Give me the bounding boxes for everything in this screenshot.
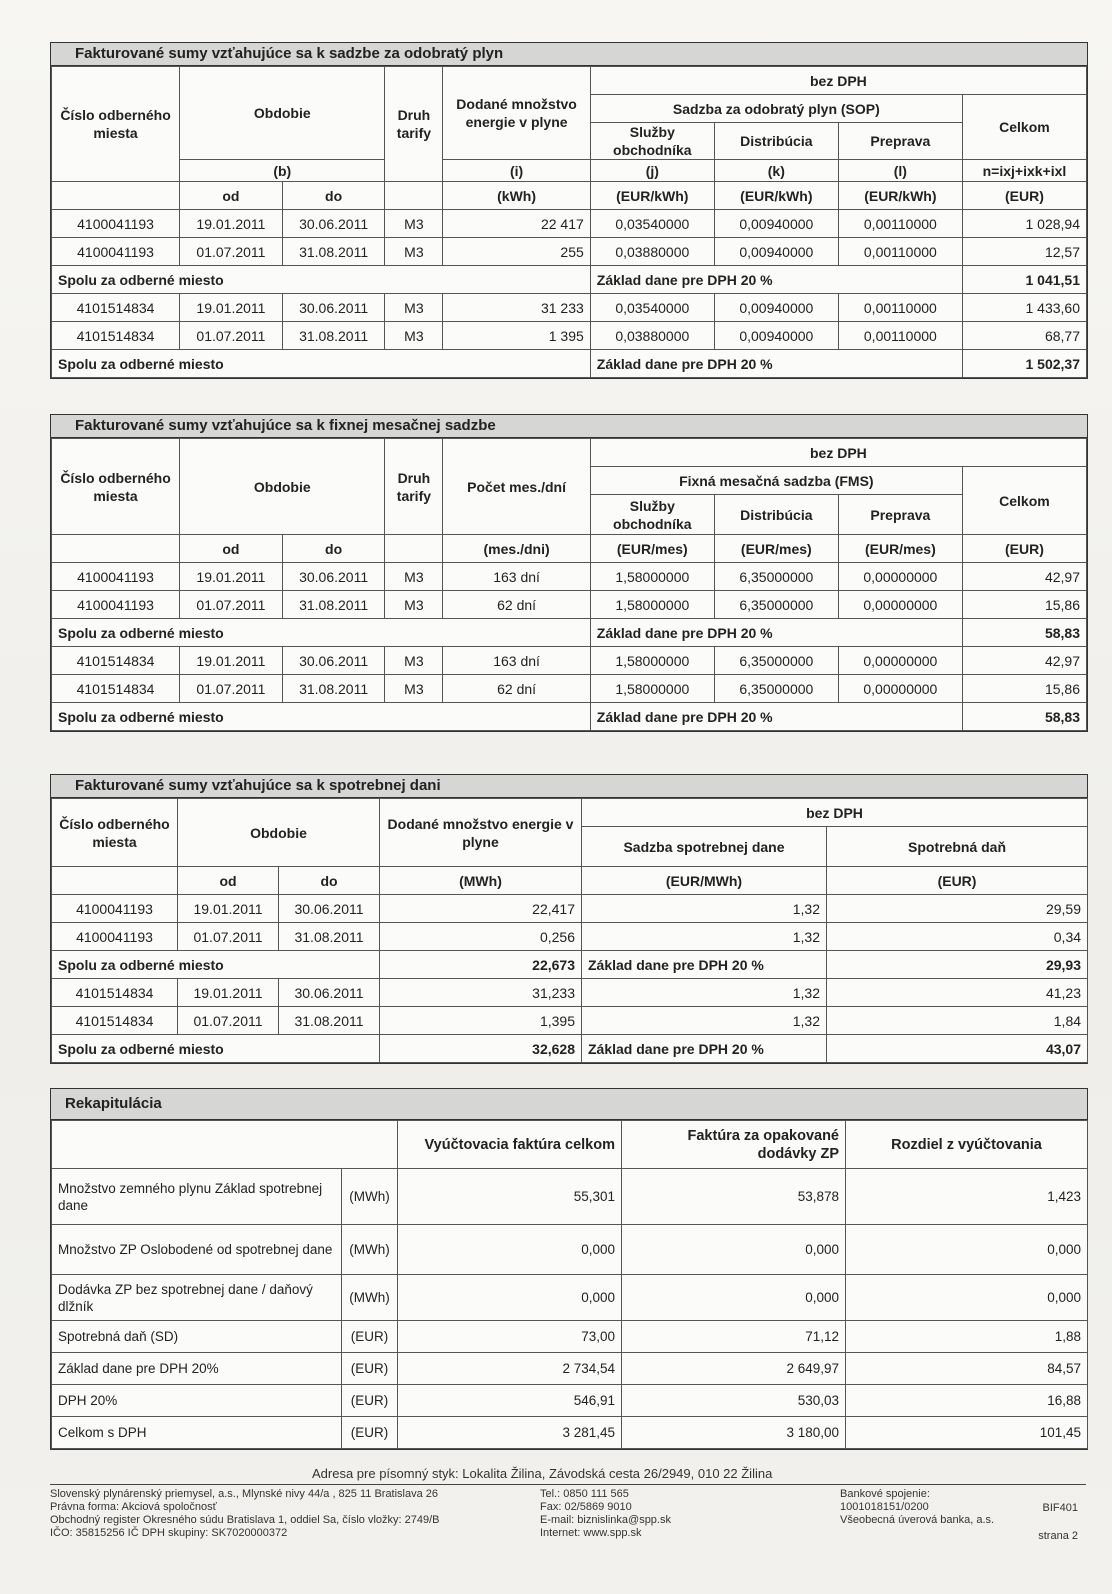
cell-total: 12,57 — [962, 238, 1086, 266]
recap-value-vyuct: 55,301 — [398, 1169, 622, 1225]
col-sluzby: Služby obchodníka — [590, 123, 714, 160]
footer-fax: Fax: 02/5869 9010 — [540, 1501, 632, 1513]
cell-od: 01.07.2011 — [180, 322, 283, 350]
table-row — [52, 322, 1087, 350]
recap-row — [52, 1225, 1088, 1275]
cell-total: 42,97 — [962, 647, 1086, 675]
recap-row — [52, 1353, 1088, 1385]
unit-l: (EUR/kWh) — [838, 182, 962, 210]
footer-bank-account: 1001018151/0200 — [840, 1501, 929, 1513]
cell-sluzby: 1,58000000 — [590, 675, 714, 703]
col-dodane: Dodané množstvo energie v plyne — [443, 67, 590, 160]
cell-od: 19.01.2011 — [180, 210, 283, 238]
col-distribucia: Distribúcia — [714, 123, 838, 160]
cell-tarifa: M3 — [385, 238, 443, 266]
table-row — [52, 1007, 1088, 1035]
cell-do: 31.08.2011 — [282, 675, 385, 703]
cell-id: 4100041193 — [52, 591, 180, 619]
cell-id: 4101514834 — [52, 294, 180, 322]
footer-web[interactable]: Internet: www.spp.sk — [540, 1527, 642, 1539]
recap-value-rozdiel: 1,88 — [846, 1321, 1088, 1353]
unit-do: do — [282, 535, 385, 563]
recap-value-vyuct: 546,91 — [398, 1385, 622, 1417]
cell-od: 01.07.2011 — [180, 675, 283, 703]
cell-id: 4101514834 — [52, 675, 180, 703]
cell-preprava: 0,00000000 — [838, 563, 962, 591]
subtotal-quantity: 22,673 — [380, 951, 582, 979]
recap-value-rozdiel: 16,88 — [846, 1385, 1088, 1417]
cell-od: 19.01.2011 — [178, 979, 279, 1007]
tax-base-label: Základ dane pre DPH 20 % — [590, 350, 962, 378]
footer-legal-form: Právna forma: Akciová spoločnosť — [50, 1501, 217, 1513]
table-row — [52, 979, 1088, 1007]
cell-total: 15,86 — [962, 591, 1086, 619]
cell-preprava: 0,00110000 — [838, 322, 962, 350]
col-celkom: Celkom — [962, 467, 1086, 535]
recap-value-opak: 0,000 — [622, 1275, 846, 1321]
cell-do: 31.08.2011 — [282, 591, 385, 619]
cell-do: 31.08.2011 — [279, 1007, 380, 1035]
subtotal-row — [52, 619, 1087, 647]
cell-quantity: 1,395 — [380, 1007, 582, 1035]
cell-sluzby: 0,03880000 — [590, 238, 714, 266]
subtotal-row — [52, 1035, 1088, 1063]
cell-id: 4100041193 — [52, 210, 180, 238]
cell-od: 19.01.2011 — [180, 647, 283, 675]
cell-total: 15,86 — [962, 675, 1086, 703]
col-sluzby-j: (j) — [590, 160, 714, 182]
cell-tax: 0,34 — [827, 923, 1088, 951]
cell-quantity: 22 417 — [443, 210, 590, 238]
unit-do: do — [282, 182, 385, 210]
tax-base-label: Základ dane pre DPH 20 % — [582, 1035, 827, 1063]
col-dan: Spotrebná daň — [827, 827, 1088, 867]
cell-tarifa: M3 — [385, 210, 443, 238]
recap-label: Základ dane pre DPH 20% — [52, 1353, 342, 1385]
cell-od: 01.07.2011 — [180, 238, 283, 266]
col-cislo: Číslo odberného miesta — [52, 67, 180, 182]
recap-value-vyuct: 2 734,54 — [398, 1353, 622, 1385]
table-row — [52, 647, 1087, 675]
recap-value-opak: 2 649,97 — [622, 1353, 846, 1385]
col-obdobie: Obdobie — [178, 799, 380, 867]
subtotal-value: 29,93 — [827, 951, 1088, 979]
sop-table — [51, 66, 1087, 378]
col-dodane-i: (i) — [443, 160, 590, 182]
unit-mwh: (MWh) — [380, 867, 582, 895]
cell-sluzby: 1,58000000 — [590, 563, 714, 591]
cell-id: 4100041193 — [52, 923, 178, 951]
footer-bank-name: Všeobecná úverová banka, a.s. — [840, 1514, 995, 1526]
col-rozdiel: Rozdiel z vyúčtovania — [846, 1121, 1088, 1169]
cell-od: 01.07.2011 — [178, 1007, 279, 1035]
footer — [50, 1466, 1086, 1562]
cell-quantity: 31,233 — [380, 979, 582, 1007]
cell-id: 4101514834 — [52, 979, 178, 1007]
cell-rate: 1,32 — [582, 1007, 827, 1035]
cell-distribucia: 6,35000000 — [714, 675, 838, 703]
section-title: Fakturované sumy vzťahujúce sa k spotrebnej dani — [51, 775, 1087, 798]
table-row — [52, 591, 1087, 619]
cell-id: 4101514834 — [52, 1007, 178, 1035]
cell-distribucia: 0,00940000 — [714, 322, 838, 350]
cell-pocet: 163 dní — [443, 563, 590, 591]
cell-od: 19.01.2011 — [178, 895, 279, 923]
unit-s: (EUR/mes) — [590, 535, 714, 563]
cell-preprava: 0,00000000 — [838, 675, 962, 703]
recap-row — [52, 1417, 1088, 1449]
cell-total: 1 028,94 — [962, 210, 1086, 238]
recap-label: DPH 20% — [52, 1385, 342, 1417]
unit-j: (EUR/kWh) — [590, 182, 714, 210]
recap-unit: (EUR) — [342, 1321, 398, 1353]
recap-unit: (EUR) — [342, 1417, 398, 1449]
recap-unit: (MWh) — [342, 1225, 398, 1275]
unit-d: (EUR/mes) — [714, 535, 838, 563]
recap-value-rozdiel: 0,000 — [846, 1225, 1088, 1275]
subtotal-value: 58,83 — [962, 619, 1086, 647]
cell-id: 4100041193 — [52, 895, 178, 923]
recap-value-rozdiel: 0,000 — [846, 1275, 1088, 1321]
col-cislo: Číslo odberného miesta — [52, 439, 180, 535]
col-fms: Fixná mesačná sadzba (FMS) — [590, 467, 962, 495]
cell-sluzby: 0,03540000 — [590, 294, 714, 322]
cell-do: 31.08.2011 — [279, 923, 380, 951]
cell-tax: 29,59 — [827, 895, 1088, 923]
table-row — [52, 238, 1087, 266]
cell-preprava: 0,00110000 — [838, 238, 962, 266]
cell-quantity: 0,256 — [380, 923, 582, 951]
cell-rate: 1,32 — [582, 895, 827, 923]
recap-value-opak: 0,000 — [622, 1225, 846, 1275]
col-preprava: Preprava — [838, 123, 962, 160]
cell-do: 31.08.2011 — [282, 238, 385, 266]
recap-row — [52, 1275, 1088, 1321]
cell-tarifa: M3 — [385, 294, 443, 322]
recap-row — [52, 1385, 1088, 1417]
cell-tarifa: M3 — [385, 675, 443, 703]
cell-preprava: 0,00000000 — [838, 591, 962, 619]
table-row — [52, 895, 1088, 923]
cell-quantity: 255 — [443, 238, 590, 266]
cell-quantity: 1 395 — [443, 322, 590, 350]
cell-distribucia: 0,00940000 — [714, 210, 838, 238]
recap-value-vyuct: 3 281,45 — [398, 1417, 622, 1449]
col-obdobie: Obdobie — [180, 439, 385, 535]
cell-od: 19.01.2011 — [180, 563, 283, 591]
cell-id: 4101514834 — [52, 322, 180, 350]
tax-base-label: Základ dane pre DPH 20 % — [590, 703, 962, 731]
cell-do: 30.06.2011 — [279, 979, 380, 1007]
footer-email[interactable]: E-mail: biznislinka@spp.sk — [540, 1514, 671, 1526]
cell-pocet: 163 dní — [443, 647, 590, 675]
recap-label: Spotrebná daň (SD) — [52, 1321, 342, 1353]
table-row — [52, 563, 1087, 591]
col-opakovane: Faktúra za opakované dodávky ZP — [622, 1121, 846, 1169]
cell-total: 42,97 — [962, 563, 1086, 591]
cell-distribucia: 6,35000000 — [714, 647, 838, 675]
recap-value-opak: 71,12 — [622, 1321, 846, 1353]
recap-value-rozdiel: 1,423 — [846, 1169, 1088, 1225]
subtotal-label: Spolu za odberné miesto — [52, 619, 591, 647]
subtotal-value: 1 502,37 — [962, 350, 1086, 378]
cell-tarifa: M3 — [385, 322, 443, 350]
cell-preprava: 0,00110000 — [838, 210, 962, 238]
recap-value-rozdiel: 101,45 — [846, 1417, 1088, 1449]
unit-do: do — [279, 867, 380, 895]
col-bezdph: bez DPH — [590, 439, 1086, 467]
col-dodane: Dodané množstvo energie v plyne — [380, 799, 582, 867]
recap-label: Dodávka ZP bez spotrebnej dane / daňový dlžník — [52, 1275, 342, 1321]
footer-tel: Tel.: 0850 111 565 — [540, 1488, 629, 1500]
recap-value-rozdiel: 84,57 — [846, 1353, 1088, 1385]
cell-od: 01.07.2011 — [178, 923, 279, 951]
footer-register: Obchodný register Okresného súdu Bratislava 1, oddiel Sa, číslo vložky: 2749/B — [50, 1514, 440, 1526]
footer-page-number: strana 2 — [1038, 1530, 1078, 1542]
recap-unit: (EUR) — [342, 1385, 398, 1417]
recap-value-opak: 530,03 — [622, 1385, 846, 1417]
col-preprava-l: (l) — [838, 160, 962, 182]
unit-pocet: (mes./dni) — [443, 535, 590, 563]
col-sop: Sadzba za odobratý plyn (SOP) — [590, 95, 962, 123]
section-spotrebna-dan — [50, 774, 1088, 1064]
cell-tarifa: M3 — [385, 591, 443, 619]
fms-table — [51, 438, 1087, 731]
cell-distribucia: 6,35000000 — [714, 591, 838, 619]
tax-base-label: Základ dane pre DPH 20 % — [590, 619, 962, 647]
cell-total: 1 433,60 — [962, 294, 1086, 322]
col-bezdph: bez DPH — [590, 67, 1086, 95]
section-title: Fakturované sumy vzťahujúce sa k fixnej mesačnej sadzbe — [51, 415, 1087, 438]
col-distribucia-k: (k) — [714, 160, 838, 182]
cell-tarifa: M3 — [385, 647, 443, 675]
subtotal-label: Spolu za odberné miesto — [52, 266, 591, 294]
unit-eur: (EUR) — [827, 867, 1088, 895]
recap-value-vyuct: 0,000 — [398, 1275, 622, 1321]
cell-total: 68,77 — [962, 322, 1086, 350]
col-sadzba: Sadzba spotrebnej dane — [582, 827, 827, 867]
col-vyuctovacia: Vyúčtovacia faktúra celkom — [398, 1121, 622, 1169]
footer-address: Adresa pre písomný styk: Lokalita Žilina, Závodská cesta 26/2949, 010 22 Žilina — [312, 1466, 773, 1481]
cell-sluzby: 1,58000000 — [590, 647, 714, 675]
col-sluzby: Služby obchodníka — [590, 495, 714, 535]
unit-od: od — [180, 535, 283, 563]
cell-pocet: 62 dní — [443, 591, 590, 619]
unit-od: od — [178, 867, 279, 895]
cell-distribucia: 6,35000000 — [714, 563, 838, 591]
unit-eur: (EUR) — [962, 182, 1086, 210]
col-celkom: Celkom — [962, 95, 1086, 160]
col-obdobie-b: (b) — [180, 160, 385, 182]
section-sop — [50, 42, 1088, 379]
recap-row — [52, 1169, 1088, 1225]
section-fms — [50, 414, 1088, 732]
cell-sluzby: 0,03880000 — [590, 322, 714, 350]
cell-od: 19.01.2011 — [180, 294, 283, 322]
footer-company: Slovenský plynárenský priemysel, a.s., Mlynské nivy 44/a , 825 11 Bratislava 26 — [50, 1488, 439, 1500]
subtotal-label: Spolu za odberné miesto — [52, 703, 591, 731]
cell-quantity: 31 233 — [443, 294, 590, 322]
recap-label: Množstvo ZP Oslobodené od spotrebnej dane — [52, 1225, 342, 1275]
recap-row — [52, 1321, 1088, 1353]
recap-unit: (EUR) — [342, 1353, 398, 1385]
cell-do: 30.06.2011 — [282, 294, 385, 322]
section-title: Fakturované sumy vzťahujúce sa k sadzbe za odobratý plyn — [51, 43, 1087, 66]
cell-distribucia: 0,00940000 — [714, 294, 838, 322]
unit-p: (EUR/mes) — [838, 535, 962, 563]
cell-do: 31.08.2011 — [282, 322, 385, 350]
cell-sluzby: 1,58000000 — [590, 591, 714, 619]
unit-kwh: (kWh) — [443, 182, 590, 210]
col-druh: Druh tarify — [385, 67, 443, 182]
cell-pocet: 62 dní — [443, 675, 590, 703]
subtotal-label: Spolu za odberné miesto — [52, 1035, 380, 1063]
cell-tax: 41,23 — [827, 979, 1088, 1007]
recap-label: Celkom s DPH — [52, 1417, 342, 1449]
col-formula: n=ixj+ixk+ixl — [962, 160, 1086, 182]
tax-base-label: Základ dane pre DPH 20 % — [590, 266, 962, 294]
col-pocet: Počet mes./dní — [443, 439, 590, 535]
table-row — [52, 210, 1087, 238]
unit-od: od — [180, 182, 283, 210]
cell-od: 01.07.2011 — [180, 591, 283, 619]
tax-base-label: Základ dane pre DPH 20 % — [582, 951, 827, 979]
cell-rate: 1,32 — [582, 923, 827, 951]
unit-k: (EUR/kWh) — [714, 182, 838, 210]
recap-value-opak: 53,878 — [622, 1169, 846, 1225]
table-row — [52, 294, 1087, 322]
recap-label: Množstvo zemného plynu Základ spotrebnej dane — [52, 1169, 342, 1225]
cell-preprava: 0,00110000 — [838, 294, 962, 322]
subtotal-quantity: 32,628 — [380, 1035, 582, 1063]
col-druh: Druh tarify — [385, 439, 443, 535]
cell-do: 30.06.2011 — [282, 563, 385, 591]
cell-id: 4101514834 — [52, 647, 180, 675]
subtotal-row — [52, 350, 1087, 378]
cell-do: 30.06.2011 — [279, 895, 380, 923]
unit-rate: (EUR/MWh) — [582, 867, 827, 895]
col-bezdph: bez DPH — [582, 799, 1088, 827]
recap-value-vyuct: 73,00 — [398, 1321, 622, 1353]
cell-preprava: 0,00000000 — [838, 647, 962, 675]
subtotal-label: Spolu za odberné miesto — [52, 350, 591, 378]
footer-divider — [50, 1484, 1086, 1485]
recap-value-vyuct: 0,000 — [398, 1225, 622, 1275]
col-obdobie: Obdobie — [180, 67, 385, 160]
col-distribucia: Distribúcia — [714, 495, 838, 535]
table-row — [52, 923, 1088, 951]
footer-ico: IČO: 35815256 IČ DPH skupiny: SK7020000372 — [50, 1527, 288, 1539]
cell-distribucia: 0,00940000 — [714, 238, 838, 266]
subtotal-label: Spolu za odberné miesto — [52, 951, 380, 979]
cell-do: 30.06.2011 — [282, 647, 385, 675]
cell-tax: 1,84 — [827, 1007, 1088, 1035]
cell-sluzby: 0,03540000 — [590, 210, 714, 238]
subtotal-row — [52, 266, 1087, 294]
subtotal-value: 43,07 — [827, 1035, 1088, 1063]
subtotal-value: 58,83 — [962, 703, 1086, 731]
cell-id: 4100041193 — [52, 238, 180, 266]
table-row — [52, 675, 1087, 703]
cell-do: 30.06.2011 — [282, 210, 385, 238]
cell-id: 4100041193 — [52, 563, 180, 591]
subtotal-value: 1 041,51 — [962, 266, 1086, 294]
section-rekapitulacia — [50, 1088, 1088, 1450]
subtotal-row — [52, 703, 1087, 731]
cell-quantity: 22,417 — [380, 895, 582, 923]
recap-unit: (MWh) — [342, 1169, 398, 1225]
excise-table — [51, 798, 1088, 1063]
unit-eur: (EUR) — [962, 535, 1086, 563]
subtotal-row — [52, 951, 1088, 979]
col-preprava: Preprava — [838, 495, 962, 535]
recap-value-opak: 3 180,00 — [622, 1417, 846, 1449]
cell-rate: 1,32 — [582, 979, 827, 1007]
recap-unit: (MWh) — [342, 1275, 398, 1321]
recap-table — [51, 1120, 1088, 1449]
footer-bank-label: Bankové spojenie: — [840, 1488, 930, 1500]
section-title: Rekapitulácia — [51, 1089, 1087, 1120]
footer-code: BIF401 — [1042, 1502, 1078, 1514]
col-cislo: Číslo odberného miesta — [52, 799, 178, 867]
cell-tarifa: M3 — [385, 563, 443, 591]
